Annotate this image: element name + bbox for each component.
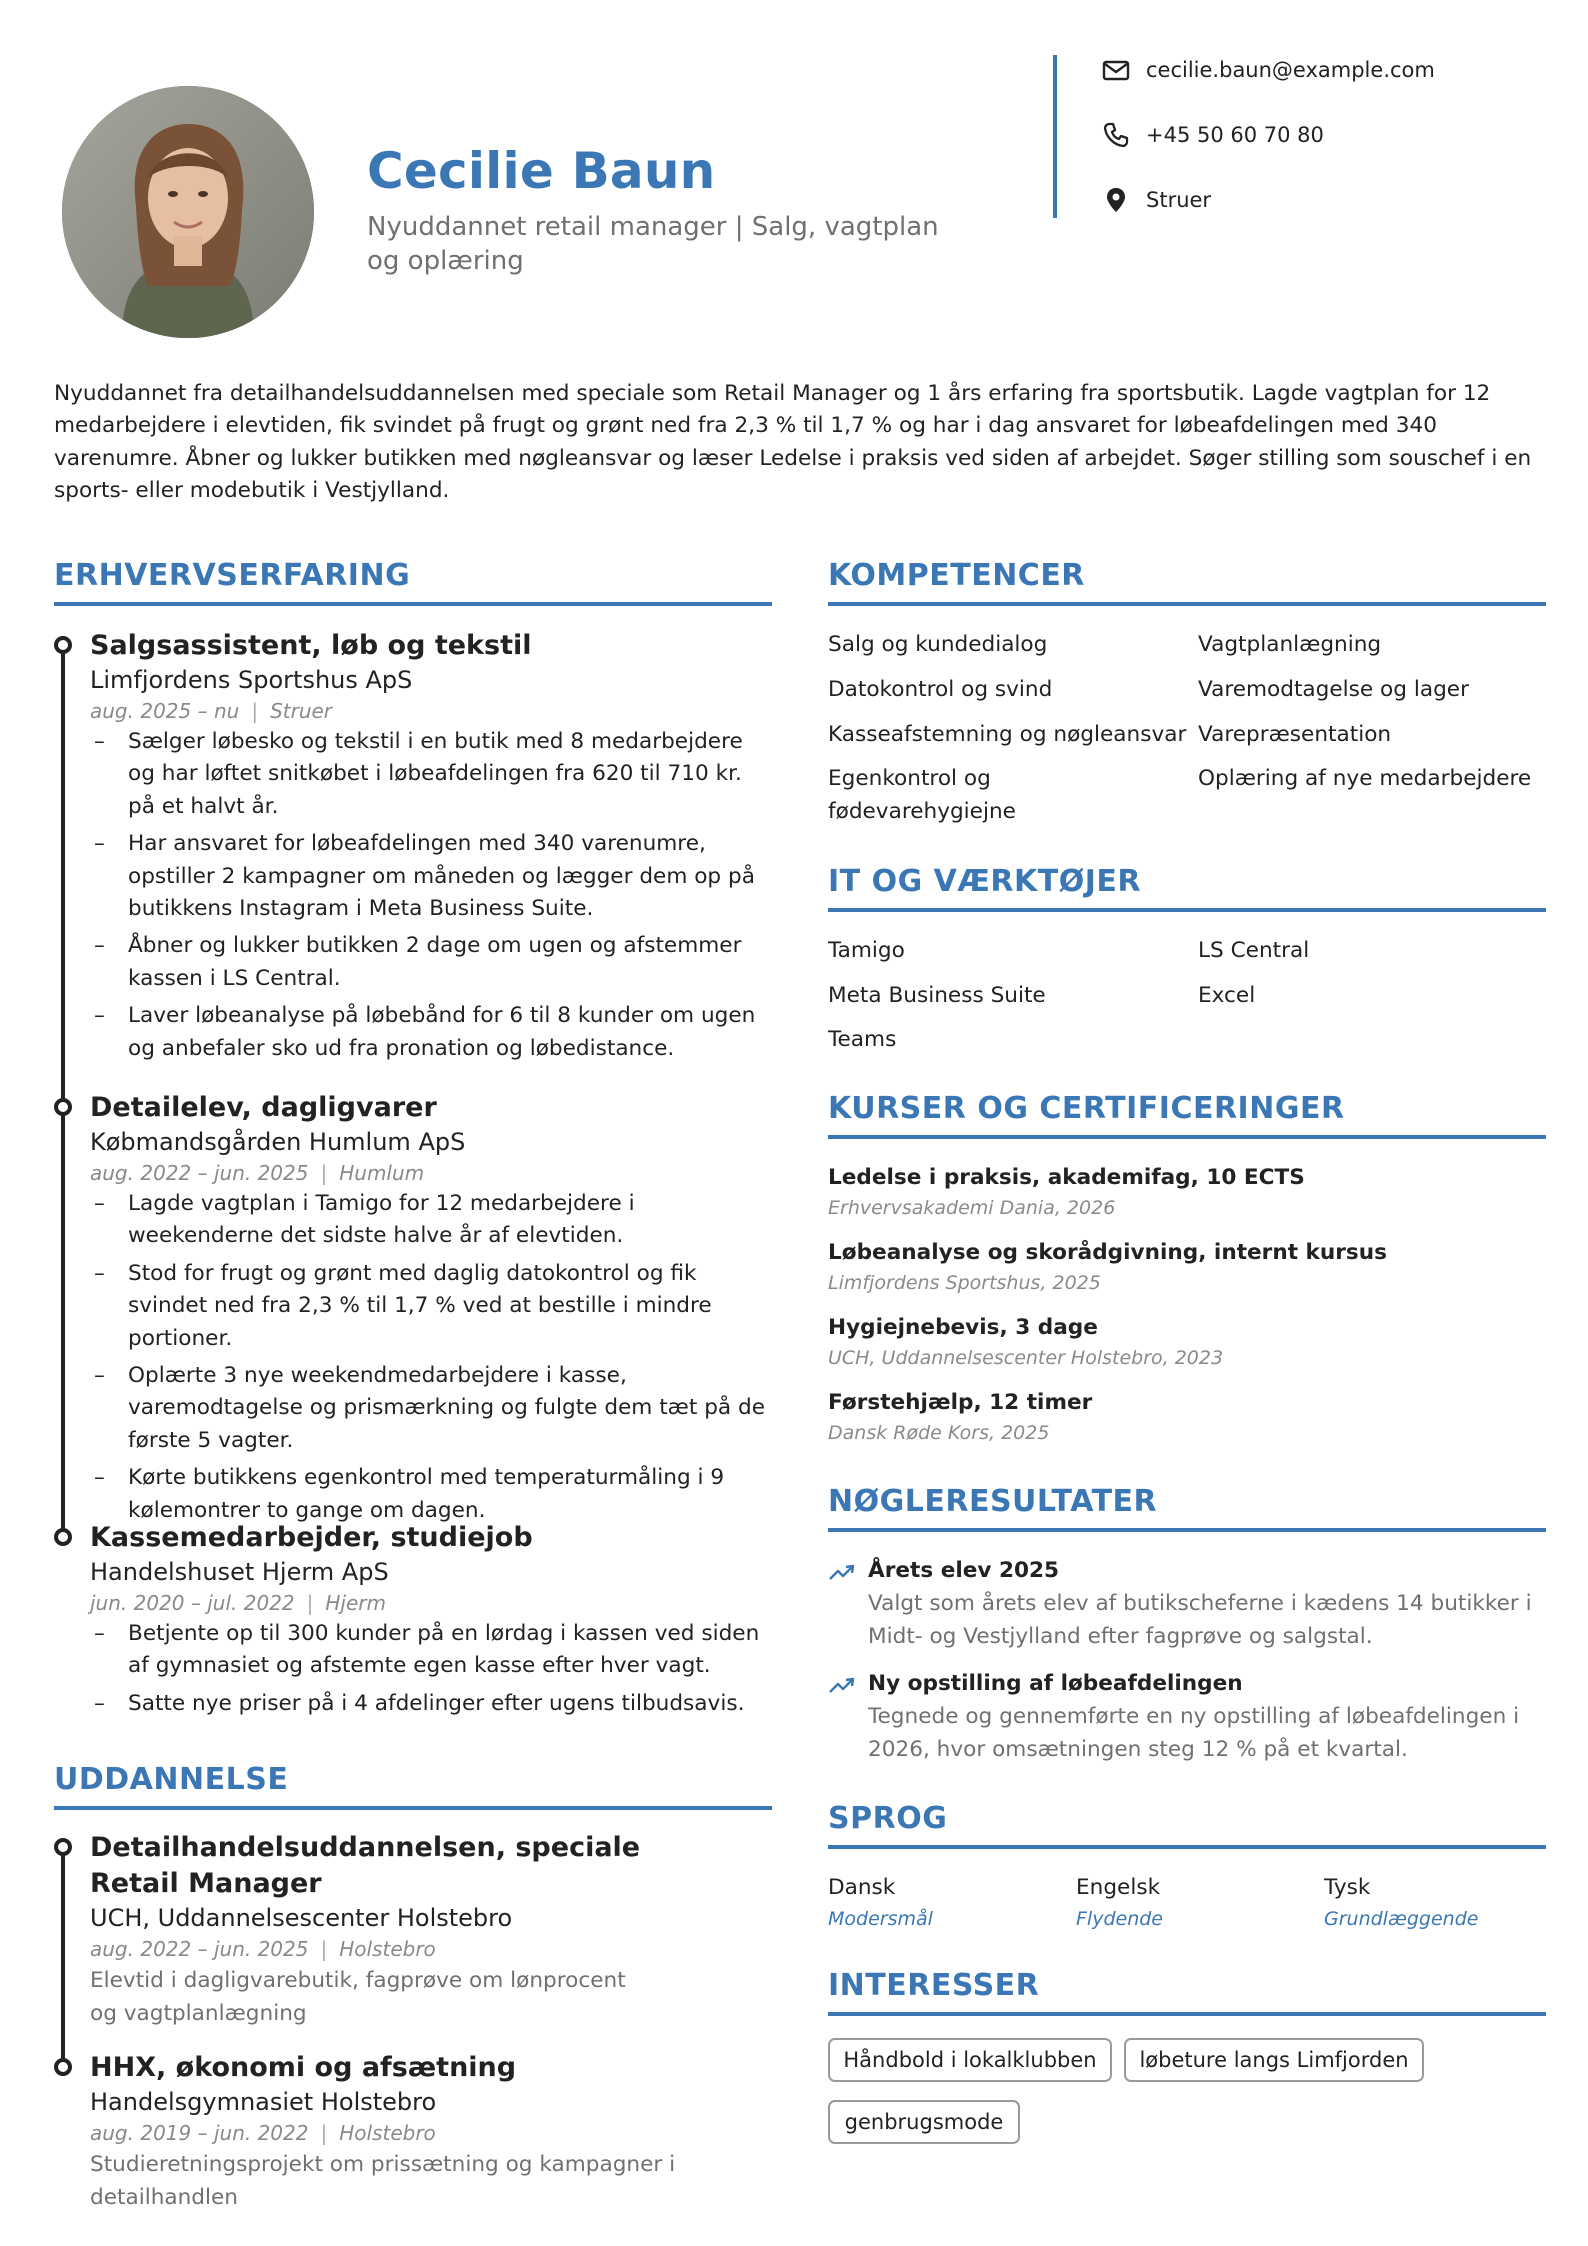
skill-item: Varemodtagelse og lager — [1198, 677, 1469, 702]
job-company: Handelshuset Hjerm ApS — [90, 1558, 389, 1586]
location-pin-icon — [1100, 184, 1132, 216]
language-entry — [1324, 1872, 1554, 1934]
timeline-dot — [54, 2058, 72, 2076]
job-bullet: – Kørte butikkens egenkontrol med temperaturmåling i 9 kølemontrer to gange om dagen. — [90, 1462, 770, 1527]
course-entry — [828, 1237, 1568, 1297]
timeline-dot — [54, 1838, 72, 1856]
skills-list — [828, 628, 1568, 828]
education-dates: aug. 2022 – jun. 2025 — [90, 1937, 309, 1961]
job-dates: aug. 2025 – nu — [90, 699, 240, 723]
experience-timeline-line — [61, 650, 65, 1532]
portrait-image — [62, 86, 314, 338]
section-title-skills: KOMPETENCER — [828, 558, 1085, 593]
meta-separator: | — [306, 1591, 314, 1615]
education-location: Holstebro — [339, 1937, 436, 1961]
tools-list — [828, 934, 1568, 1064]
candidate-name: Cecilie Baun — [367, 142, 716, 200]
section-rule-courses — [828, 1135, 1546, 1139]
contact-location — [1100, 182, 1211, 218]
job-bullets — [90, 726, 770, 1065]
job-dates: aug. 2022 – jun. 2025 — [90, 1161, 309, 1185]
section-title-education: UDDANNELSE — [54, 1762, 289, 1797]
course-title: Hygiejnebevis, 3 dage — [828, 1315, 1098, 1340]
course-title: Førstehjælp, 12 timer — [828, 1390, 1093, 1415]
section-rule-tools — [828, 908, 1546, 912]
job-bullet: – Laver løbeanalyse på løbebånd for 6 til 8 kunder om ugen og anbefaler sko ud fra pronation og løbedistance. — [90, 1000, 770, 1065]
job-entry — [90, 1090, 770, 1532]
trending-up-icon — [828, 1563, 856, 1583]
contact-divider — [1053, 55, 1057, 218]
course-provider: UCH, Uddannelsescenter Holstebro, 2023 — [828, 1347, 1224, 1369]
education-description: Studieretningsprojekt om prissætning og kampagner i detailhandlen — [90, 2152, 676, 2210]
school-name: Handelsgymnasiet Holstebro — [90, 2088, 437, 2116]
job-title: Kassemedarbejder, studiejob — [90, 1522, 533, 1553]
language-level: Grundlæggende — [1324, 1908, 1479, 1930]
course-title: Løbeanalyse og skorådgivning, internt kursus — [828, 1240, 1387, 1265]
job-location: Humlum — [339, 1161, 425, 1185]
section-rule-languages — [828, 1845, 1546, 1849]
skill-item: Oplæring af nye medarbejdere — [1198, 766, 1532, 791]
school-name: UCH, Uddannelsescenter Holstebro — [90, 1904, 513, 1932]
result-entry — [828, 1555, 1548, 1653]
trending-up-icon — [828, 1676, 856, 1696]
section-rule-education — [54, 1806, 772, 1810]
tool-item: Tamigo — [828, 938, 905, 963]
job-bullet: – Satte nye priser på i 4 afdelinger efter ugens tilbudsavis. — [90, 1688, 770, 1720]
section-title-languages: SPROG — [828, 1801, 948, 1836]
result-description: Tegnede og gennemførte en ny opstilling af løbeafdelingen i 2026, hvor omsætningen steg 12 % på et kvartal. — [868, 1704, 1520, 1762]
contact-email[interactable] — [1100, 52, 1435, 88]
course-entry — [828, 1387, 1568, 1447]
education-meta — [90, 1934, 690, 1964]
education-location: Holstebro — [339, 2121, 436, 2145]
meta-separator: | — [320, 1161, 328, 1185]
section-title-interests: INTERESSER — [828, 1968, 1040, 2003]
meta-separator: | — [320, 2121, 328, 2145]
language-name: Tysk — [1324, 1875, 1371, 1900]
timeline-dot — [54, 636, 72, 654]
job-bullet: – Betjente op til 300 kunder på en lørdag i kassen ved siden af gymnasiet og afstemte egen kasse efter hver vagt. — [90, 1618, 770, 1683]
job-bullets — [90, 1188, 770, 1527]
language-level: Flydende — [1076, 1908, 1163, 1930]
education-entry — [90, 2050, 690, 2214]
result-description: Valgt som årets elev af butikscheferne i kædens 14 butikker i Midt- og Vestjylland efter fagprøve og salgstal. — [868, 1591, 1532, 1649]
email-text: cecilie.baun@example.com — [1146, 58, 1435, 82]
skill-item: Datokontrol og svind — [828, 677, 1053, 702]
education-meta — [90, 2118, 690, 2148]
job-title: Salgsassistent, løb og tekstil — [90, 630, 532, 661]
section-title-experience: ERHVERVSERFARING — [54, 558, 411, 593]
education-timeline-line — [61, 1852, 65, 2060]
phone-text: +45 50 60 70 80 — [1146, 123, 1324, 147]
course-provider: Limfjordens Sportshus, 2025 — [828, 1272, 1101, 1294]
course-provider: Dansk Røde Kors, 2025 — [828, 1422, 1050, 1444]
interest-tag: løbeture langs Limfjorden — [1124, 2038, 1424, 2082]
section-title-results: NØGLERESULTATER — [828, 1484, 1158, 1519]
section-title-tools: IT OG VÆRKTØJER — [828, 864, 1141, 899]
section-rule-interests — [828, 2012, 1546, 2016]
job-location: Hjerm — [325, 1591, 386, 1615]
tool-item: Excel — [1198, 983, 1256, 1008]
job-bullet: – Stod for frugt og grønt med daglig datokontrol og fik svindet ned fra 2,3 % til 1,7 % ved at bestille i mindre portioner. — [90, 1258, 770, 1355]
meta-separator: | — [320, 1937, 328, 1961]
section-title-courses: KURSER OG CERTIFICERINGER — [828, 1091, 1345, 1126]
language-name: Dansk — [828, 1875, 896, 1900]
job-title: Detailelev, dagligvarer — [90, 1092, 437, 1123]
profile-photo — [62, 86, 314, 338]
profile-summary: Nyuddannet fra detailhandelsuddannelsen med speciale som Retail Manager og 1 års erfaring fra sportsbutik. Lagde vagtplan for 12 medarbejdere i elevtiden, fik svindet på frugt og grønt ned fra 2,3 % til 1,7 % og har i dag ansvaret for løbeafdelingen med 340 varenumre. Åbner og lukker butikken med nøgleansvar og læser Ledelse i praksis ved siden af arbejdet. Søger stilling som souschef i en sports- eller modebutik i Vestjylland. — [54, 381, 1532, 504]
job-meta — [90, 1158, 770, 1188]
job-company: Købmandsgården Humlum ApS — [90, 1128, 466, 1156]
job-location: Struer — [270, 699, 333, 723]
course-entry — [828, 1312, 1568, 1372]
meta-separator: | — [251, 699, 259, 723]
section-rule-results — [828, 1528, 1546, 1532]
degree-title: Detailhandelsuddannelsen, speciale Retail Manager — [90, 1832, 641, 1899]
job-dates: jun. 2020 – jul. 2022 — [90, 1591, 295, 1615]
mail-icon — [1100, 54, 1132, 86]
skill-item: Salg og kundedialog — [828, 632, 1048, 657]
interest-tag: genbrugsmode — [828, 2100, 1020, 2144]
tool-item: Meta Business Suite — [828, 983, 1046, 1008]
language-level: Modersmål — [828, 1908, 933, 1930]
result-title: Årets elev 2025 — [868, 1558, 1060, 1583]
job-entry — [90, 628, 770, 1070]
tool-item: LS Central — [1198, 938, 1310, 963]
job-bullet: – Sælger løbesko og tekstil i en butik med 8 medarbejdere og har løftet snitkøbet i løbeafdelingen fra 620 til 710 kr. på et halvt år. — [90, 726, 770, 823]
tool-item: Teams — [828, 1027, 897, 1052]
job-bullets — [90, 1618, 770, 1720]
skill-item: Egenkontrol og fødevarehygiejne — [828, 766, 1016, 824]
language-name: Engelsk — [1076, 1875, 1161, 1900]
job-bullet: – Oplærte 3 nye weekendmedarbejdere i kasse, varemodtagelse og prismærkning og fulgte dem tæt på de første 5 vagter. — [90, 1360, 770, 1457]
timeline-dot — [54, 1098, 72, 1116]
job-company: Limfjordens Sportshus ApS — [90, 666, 413, 694]
education-description: Elevtid i dagligvarebutik, fagprøve om lønprocent og vagtplanlægning — [90, 1968, 626, 2026]
language-entry — [1076, 1872, 1306, 1934]
phone-icon — [1100, 119, 1132, 151]
candidate-headline: Nyuddannet retail manager | Salg, vagtplan og oplæring — [367, 212, 939, 276]
location-text: Struer — [1146, 188, 1212, 212]
job-meta — [90, 1588, 770, 1618]
degree-title: HHX, økonomi og afsætning — [90, 2052, 517, 2083]
result-entry — [828, 1668, 1548, 1766]
job-bullet: – Har ansvaret for løbeafdelingen med 340 varenumre, opstiller 2 kampagner om måneden og lægger dem op på butikkens Instagram i Meta Business Suite. — [90, 828, 770, 925]
job-bullet: – Lagde vagtplan i Tamigo for 12 medarbejdere i weekenderne det sidste halve år af elevtiden. — [90, 1188, 770, 1253]
skill-item: Vagtplanlægning — [1198, 632, 1382, 657]
section-rule-experience — [54, 602, 772, 606]
course-entry — [828, 1162, 1568, 1222]
course-provider: Erhvervsakademi Dania, 2026 — [828, 1197, 1116, 1219]
result-title: Ny opstilling af løbeafdelingen — [868, 1671, 1243, 1696]
contact-phone[interactable] — [1100, 117, 1324, 153]
job-bullet: – Åbner og lukker butikken 2 dage om ugen og afstemmer kassen i LS Central. — [90, 930, 770, 995]
education-entry — [90, 1830, 690, 2030]
skill-item: Kasseafstemning og nøgleansvar — [828, 722, 1187, 747]
job-meta — [90, 696, 770, 726]
interest-tag: Håndbold i lokalklubben — [828, 2038, 1112, 2082]
job-entry — [90, 1520, 770, 1725]
skill-item: Varepræsentation — [1198, 722, 1392, 747]
course-title: Ledelse i praksis, akademifag, 10 ECTS — [828, 1165, 1305, 1190]
timeline-dot — [54, 1528, 72, 1546]
language-entry — [828, 1872, 1058, 1934]
education-dates: aug. 2019 – jun. 2022 — [90, 2121, 309, 2145]
section-rule-skills — [828, 602, 1546, 606]
